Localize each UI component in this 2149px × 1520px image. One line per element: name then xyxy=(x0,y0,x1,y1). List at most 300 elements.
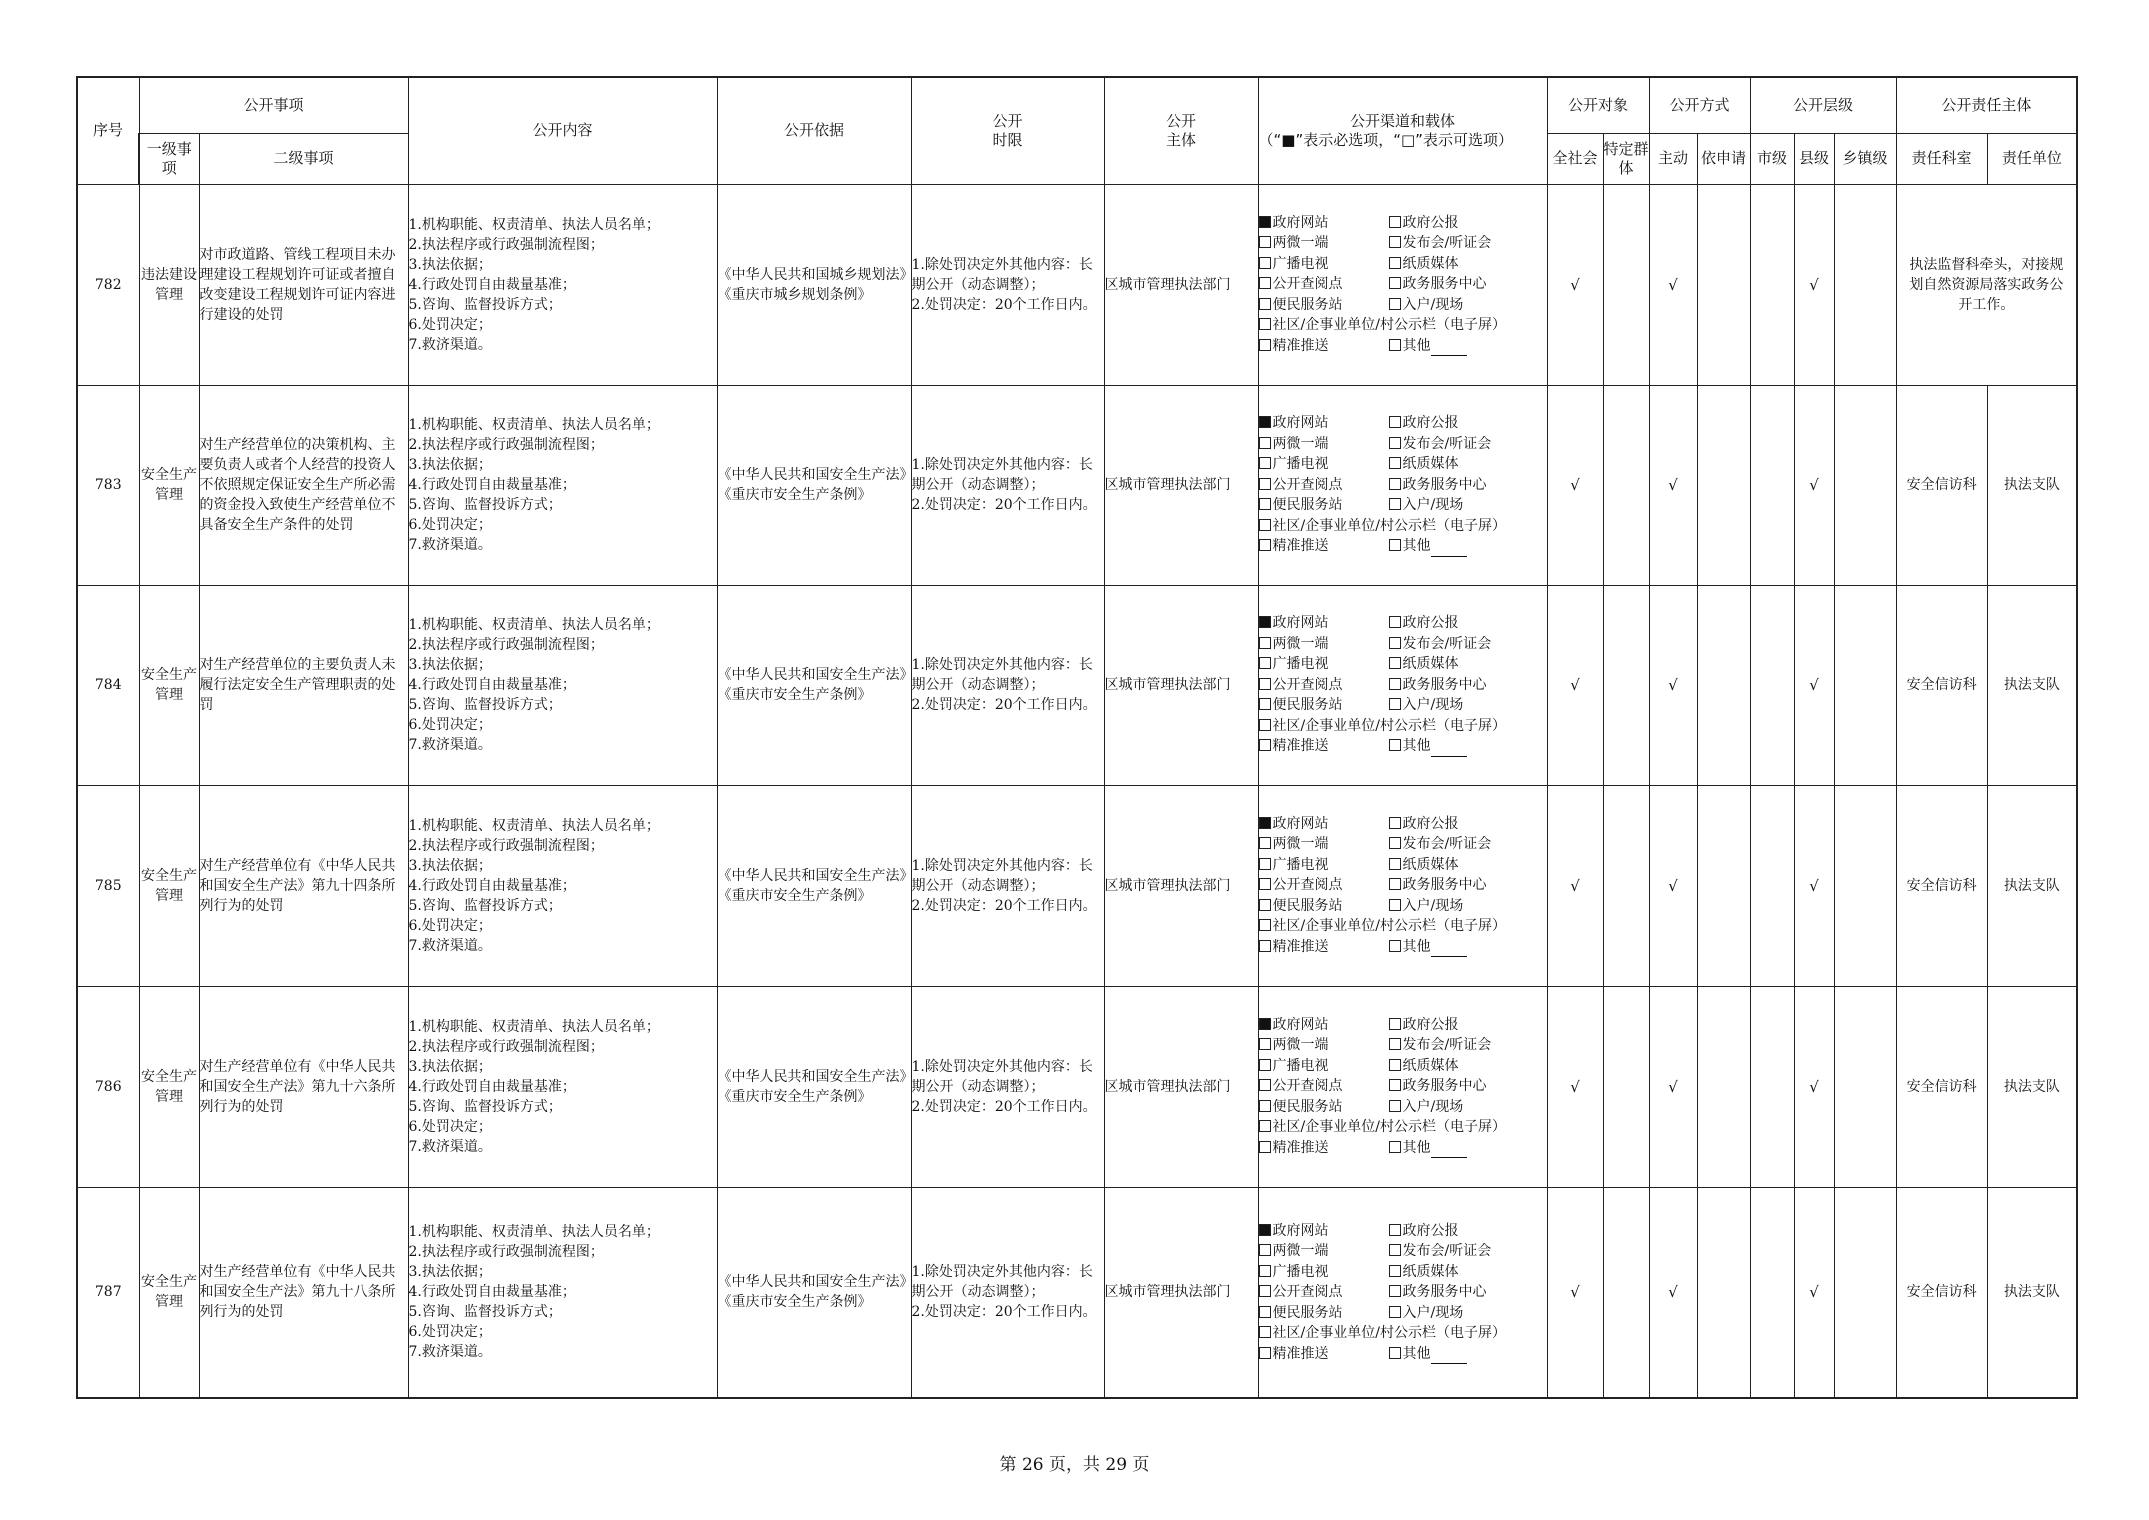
channel-label: 政府公报 xyxy=(1402,815,1459,832)
unchecked-box-icon xyxy=(1259,236,1271,248)
header-channel-note: （“■”表示必选项，“□”表示可选项） xyxy=(1258,130,1513,149)
channel-option xyxy=(1389,1056,1459,1077)
channel-label: 其他 xyxy=(1402,337,1431,354)
blank-underline xyxy=(1431,542,1467,557)
level-city-cell xyxy=(1750,785,1794,986)
channel-label: 便民服务站 xyxy=(1272,1098,1343,1115)
level1-item: 安全生产管理 xyxy=(139,585,199,785)
content-line: 4.行政处罚自由裁量基准； xyxy=(408,1284,576,1301)
channel-option xyxy=(1259,295,1389,316)
header-level1: 一级事项 xyxy=(139,133,199,184)
unchecked-box-icon xyxy=(1259,899,1271,911)
channel-option xyxy=(1389,1282,1487,1303)
unchecked-box-icon xyxy=(1259,1100,1271,1112)
channel-option xyxy=(1389,1262,1459,1283)
unchecked-box-icon xyxy=(1389,216,1401,228)
channel-row xyxy=(1259,516,1547,537)
unchecked-box-icon xyxy=(1259,539,1271,551)
channel-label: 其他 xyxy=(1402,1345,1431,1362)
channel-option xyxy=(1259,736,1389,757)
channel-option xyxy=(1389,475,1487,496)
resp-dept-cell: 安全信访科 xyxy=(1896,585,1987,785)
content-line: 5.咨询、监督投诉方式； xyxy=(408,296,562,313)
unchecked-box-icon xyxy=(1259,858,1271,870)
channel-option xyxy=(1389,654,1459,675)
channel-cell xyxy=(1258,986,1547,1187)
unchecked-box-icon xyxy=(1259,739,1271,751)
channel-row xyxy=(1259,855,1547,876)
unchecked-box-icon xyxy=(1259,1038,1271,1050)
channel-row xyxy=(1259,1262,1547,1283)
row-number: 785 xyxy=(77,785,139,986)
channel-label: 发布会/听证会 xyxy=(1402,435,1492,452)
channel-option xyxy=(1259,315,1506,336)
channel-row xyxy=(1259,634,1547,655)
channel-row xyxy=(1259,413,1547,434)
channel-row xyxy=(1259,274,1547,295)
target-all-tick: √ xyxy=(1547,986,1603,1187)
channel-row xyxy=(1259,1344,1547,1365)
channel-option xyxy=(1389,1241,1492,1262)
header-time-limit-line1: 公开 xyxy=(992,112,1023,130)
channel-label: 社区/企事业单位/村公示栏（电子屏） xyxy=(1272,317,1506,334)
content-line: 6.处罚决定； xyxy=(408,517,492,533)
level-town-cell xyxy=(1834,986,1896,1187)
channel-option xyxy=(1259,896,1389,917)
unchecked-box-icon xyxy=(1389,416,1401,428)
channel-row xyxy=(1259,1323,1547,1344)
content-line: 1.机构职能、权责清单、执法人员名单； xyxy=(408,617,660,633)
checked-box-icon xyxy=(1259,1224,1271,1236)
channel-option xyxy=(1389,875,1487,896)
content-line: 3.执法依据； xyxy=(408,657,492,673)
channel-label: 精准推送 xyxy=(1272,337,1329,354)
unchecked-box-icon xyxy=(1259,437,1271,449)
level-city-cell xyxy=(1750,385,1794,585)
blank-underline xyxy=(1431,942,1467,957)
channel-option xyxy=(1259,1344,1389,1365)
responsibility-merged: 执法监督科牵头，对接规划自然资源局落实政务公开工作。 xyxy=(1896,184,2077,385)
checked-box-icon xyxy=(1259,416,1271,428)
channel-option xyxy=(1389,254,1459,275)
method-apply-cell xyxy=(1697,184,1750,385)
level1-item: 安全生产管理 xyxy=(139,1187,199,1398)
channel-cell xyxy=(1258,1187,1547,1398)
channel-row xyxy=(1259,834,1547,855)
channel-label: 入户/现场 xyxy=(1402,1098,1464,1115)
unchecked-box-icon xyxy=(1259,1244,1271,1256)
channel-row xyxy=(1259,613,1547,634)
channel-option xyxy=(1259,1138,1389,1159)
content-line: 5.咨询、监督投诉方式； xyxy=(408,1098,562,1115)
channel-option xyxy=(1259,413,1389,434)
channel-option xyxy=(1259,274,1389,295)
unchecked-box-icon xyxy=(1389,236,1401,248)
channel-label: 公开查阅点 xyxy=(1272,1078,1343,1095)
header-level: 公开层级 xyxy=(1750,77,1896,133)
method-active-tick: √ xyxy=(1649,1187,1697,1398)
unchecked-box-icon xyxy=(1389,498,1401,510)
method-apply-cell xyxy=(1697,385,1750,585)
channel-row xyxy=(1259,1241,1547,1262)
page-footer: 第 26 页，共 29 页 xyxy=(999,1455,1150,1475)
channel-row xyxy=(1259,675,1547,696)
unchecked-box-icon xyxy=(1259,878,1271,890)
channel-row xyxy=(1259,695,1547,716)
basis-cell: 《中华人民共和国城乡规划法》《重庆市城乡规划条例》 xyxy=(717,184,911,385)
content-line: 7.救济渠道。 xyxy=(408,737,492,753)
unchecked-box-icon xyxy=(1259,837,1271,849)
header-level-city: 市级 xyxy=(1750,133,1794,184)
content-line: 6.处罚决定； xyxy=(408,1118,492,1135)
channel-option xyxy=(1259,434,1389,455)
channel-label: 两微一端 xyxy=(1272,235,1329,252)
level-city-cell xyxy=(1750,585,1794,785)
target-specific-cell xyxy=(1603,385,1649,585)
unchecked-box-icon xyxy=(1259,257,1271,269)
time-limit-cell: 1.除处罚决定外其他内容：长期公开（动态调整）； 2.处罚决定：20个工作日内。 xyxy=(911,1187,1104,1398)
channel-option xyxy=(1259,1303,1389,1324)
channel-label: 便民服务站 xyxy=(1272,1304,1343,1321)
subject-cell: 区城市管理执法部门 xyxy=(1104,785,1258,986)
unchecked-box-icon xyxy=(1389,1306,1401,1318)
level-county-tick: √ xyxy=(1794,1187,1834,1398)
channel-option xyxy=(1389,736,1467,757)
unchecked-box-icon xyxy=(1389,1285,1401,1297)
channel-label: 入户/现场 xyxy=(1402,296,1464,313)
resp-unit-cell: 执法支队 xyxy=(1987,585,2077,785)
channel-label: 便民服务站 xyxy=(1272,497,1343,514)
content-line: 7.救济渠道。 xyxy=(408,537,492,553)
content-line: 7.救济渠道。 xyxy=(408,937,492,954)
time-limit-cell: 1.除处罚决定外其他内容：长期公开（动态调整）； 2.处罚决定：20个工作日内。 xyxy=(911,785,1104,986)
level-town-cell xyxy=(1834,585,1896,785)
channel-row xyxy=(1259,1035,1547,1056)
channel-option xyxy=(1259,1323,1506,1344)
unchecked-box-icon xyxy=(1259,657,1271,669)
channel-option xyxy=(1389,695,1464,716)
unchecked-box-icon xyxy=(1259,1120,1271,1132)
channel-label: 发布会/听证会 xyxy=(1402,235,1492,252)
unchecked-box-icon xyxy=(1389,339,1401,351)
channel-option xyxy=(1389,613,1459,634)
channel-row xyxy=(1259,213,1547,234)
channel-row xyxy=(1259,1303,1547,1324)
channel-option xyxy=(1389,1076,1487,1097)
channel-row xyxy=(1259,896,1547,917)
channel-label: 两微一端 xyxy=(1272,635,1329,652)
unchecked-box-icon xyxy=(1259,498,1271,510)
method-active-tick: √ xyxy=(1649,785,1697,986)
table-row xyxy=(77,785,2077,986)
unchecked-box-icon xyxy=(1259,1059,1271,1071)
header-basis: 公开依据 xyxy=(717,77,911,184)
content-line: 4.行政处罚自由裁量基准； xyxy=(408,276,576,293)
channel-label: 两微一端 xyxy=(1272,1037,1329,1054)
unchecked-box-icon xyxy=(1259,1265,1271,1277)
channel-row xyxy=(1259,536,1547,557)
channel-label: 精准推送 xyxy=(1272,1139,1329,1156)
channel-option xyxy=(1259,695,1389,716)
target-all-tick: √ xyxy=(1547,1187,1603,1398)
level1-item: 安全生产管理 xyxy=(139,385,199,585)
channel-option xyxy=(1259,855,1389,876)
content-line: 4.行政处罚自由裁量基准； xyxy=(408,677,576,693)
channel-option xyxy=(1259,1056,1389,1077)
channel-row xyxy=(1259,1117,1547,1138)
resp-unit-cell: 执法支队 xyxy=(1987,986,2077,1187)
channel-option xyxy=(1389,213,1459,234)
content-line: 7.救济渠道。 xyxy=(408,1344,492,1361)
content-line: 1.机构职能、权责清单、执法人员名单； xyxy=(408,1224,660,1241)
content-line: 2.执法程序或行政强制流程图； xyxy=(408,637,604,653)
target-all-tick: √ xyxy=(1547,785,1603,986)
blank-underline xyxy=(1431,341,1467,356)
target-all-tick: √ xyxy=(1547,385,1603,585)
channel-label: 其他 xyxy=(1402,1139,1431,1156)
content-line: 3.执法依据； xyxy=(408,857,492,874)
channel-row xyxy=(1259,814,1547,835)
channel-option xyxy=(1259,213,1389,234)
content-line: 1.机构职能、权责清单、执法人员名单； xyxy=(408,216,660,233)
channel-option xyxy=(1259,1262,1389,1283)
table-row xyxy=(77,385,2077,585)
target-specific-cell xyxy=(1603,986,1649,1187)
level-town-cell xyxy=(1834,184,1896,385)
channel-option xyxy=(1389,233,1492,254)
channel-label: 纸质媒体 xyxy=(1402,456,1459,473)
channel-label: 政府公报 xyxy=(1402,615,1459,632)
unchecked-box-icon xyxy=(1389,1100,1401,1112)
unchecked-box-icon xyxy=(1389,678,1401,690)
header-content: 公开内容 xyxy=(408,77,717,184)
channel-option xyxy=(1389,1303,1464,1324)
target-specific-cell xyxy=(1603,1187,1649,1398)
content-line: 6.处罚决定； xyxy=(408,316,492,333)
channel-option xyxy=(1389,1097,1464,1118)
method-active-tick: √ xyxy=(1649,385,1697,585)
channel-option xyxy=(1389,434,1492,455)
channel-label: 公开查阅点 xyxy=(1272,1284,1343,1300)
content-cell xyxy=(408,385,717,585)
time-limit-cell: 1.除处罚决定外其他内容：长期公开（动态调整）； 2.处罚决定：20个工作日内。 xyxy=(911,986,1104,1187)
checked-box-icon xyxy=(1259,616,1271,628)
channel-option xyxy=(1389,896,1464,917)
checked-box-icon xyxy=(1259,216,1271,228)
level2-item: 对生产经营单位的主要负责人未履行法定安全生产管理职责的处罚 xyxy=(199,585,408,785)
channel-label: 精准推送 xyxy=(1272,1345,1329,1362)
channel-label: 广播电视 xyxy=(1272,656,1329,673)
header-subject-line1: 公开 xyxy=(1166,112,1197,130)
content-line: 2.执法程序或行政强制流程图； xyxy=(408,437,604,453)
channel-label: 政府公报 xyxy=(1402,214,1459,231)
channel-row xyxy=(1259,475,1547,496)
content-line: 4.行政处罚自由裁量基准； xyxy=(408,877,576,894)
target-all-tick: √ xyxy=(1547,184,1603,385)
channel-label: 便民服务站 xyxy=(1272,897,1343,914)
unchecked-box-icon xyxy=(1389,837,1401,849)
level-county-tick: √ xyxy=(1794,986,1834,1187)
resp-unit-cell: 执法支队 xyxy=(1987,1187,2077,1398)
channel-row xyxy=(1259,875,1547,896)
unchecked-box-icon xyxy=(1389,1265,1401,1277)
table-body xyxy=(77,184,2077,1398)
channel-option xyxy=(1259,254,1389,275)
checked-box-icon xyxy=(1259,817,1271,829)
channel-option xyxy=(1259,675,1389,696)
table-row xyxy=(77,585,2077,785)
channel-label: 政府网站 xyxy=(1272,415,1329,432)
time-limit-cell: 1.除处罚决定外其他内容：长期公开（动态调整）； 2.处罚决定：20个工作日内。 xyxy=(911,385,1104,585)
content-line: 5.咨询、监督投诉方式； xyxy=(408,1304,562,1321)
unchecked-box-icon xyxy=(1259,919,1271,931)
channel-option xyxy=(1259,814,1389,835)
channel-option xyxy=(1259,937,1389,958)
method-active-tick: √ xyxy=(1649,585,1697,785)
channel-label: 政务服务中心 xyxy=(1402,676,1487,693)
channel-label: 政府网站 xyxy=(1272,1222,1329,1239)
channel-label: 社区/企事业单位/村公示栏（电子屏） xyxy=(1272,918,1506,935)
channel-option xyxy=(1389,675,1487,696)
channel-option xyxy=(1259,1076,1389,1097)
channel-row xyxy=(1259,454,1547,475)
header-row-1 xyxy=(77,77,2077,133)
channel-row xyxy=(1259,495,1547,516)
channel-option xyxy=(1389,413,1459,434)
channel-label: 纸质媒体 xyxy=(1402,656,1459,673)
resp-dept-cell: 安全信访科 xyxy=(1896,385,1987,585)
unchecked-box-icon xyxy=(1389,1224,1401,1236)
unchecked-box-icon xyxy=(1259,1079,1271,1091)
header-subject-line2: 主体 xyxy=(1166,130,1197,149)
content-line: 7.救济渠道。 xyxy=(408,336,492,353)
channel-label: 社区/企事业单位/村公示栏（电子屏） xyxy=(1272,517,1506,534)
unchecked-box-icon xyxy=(1259,1141,1271,1153)
content-line: 5.咨询、监督投诉方式； xyxy=(408,697,562,713)
channel-row xyxy=(1259,336,1547,357)
unchecked-box-icon xyxy=(1259,298,1271,310)
header-method-active: 主动 xyxy=(1649,133,1697,184)
level2-item: 对生产经营单位的决策机构、主要负责人或者个人经营的投资人不依照规定保证安全生产所必需的资金投入致使生产经营单位不具备安全生产条件的处罚 xyxy=(199,385,408,585)
unchecked-box-icon xyxy=(1259,678,1271,690)
unchecked-box-icon xyxy=(1389,257,1401,269)
unchecked-box-icon xyxy=(1259,519,1271,531)
channel-label: 政府网站 xyxy=(1272,1016,1329,1033)
channel-label: 两微一端 xyxy=(1272,435,1329,452)
unchecked-box-icon xyxy=(1259,1326,1271,1338)
header-channel-title: 公开渠道和载体 xyxy=(1350,112,1456,130)
content-line: 3.执法依据； xyxy=(408,457,492,473)
content-line: 1.机构职能、权责清单、执法人员名单； xyxy=(408,1018,660,1035)
channel-row xyxy=(1259,315,1547,336)
level1-item: 安全生产管理 xyxy=(139,986,199,1187)
channel-label: 社区/企事业单位/村公示栏（电子屏） xyxy=(1272,717,1506,734)
content-line: 3.执法依据； xyxy=(408,1058,492,1075)
channel-cell xyxy=(1258,585,1547,785)
target-specific-cell xyxy=(1603,184,1649,385)
channel-option xyxy=(1259,336,1389,357)
channel-row xyxy=(1259,1221,1547,1242)
method-active-tick: √ xyxy=(1649,986,1697,1187)
channel-label: 政务服务中心 xyxy=(1402,877,1487,894)
channel-label: 入户/现场 xyxy=(1402,697,1464,714)
content-line: 2.执法程序或行政强制流程图； xyxy=(408,837,604,854)
channel-row xyxy=(1259,295,1547,316)
basis-cell: 《中华人民共和国安全生产法》《重庆市安全生产条例》 xyxy=(717,785,911,986)
channel-option xyxy=(1389,274,1487,295)
channel-label: 政务服务中心 xyxy=(1402,1078,1487,1095)
method-active-tick: √ xyxy=(1649,184,1697,385)
header-target-specific: 特定群体 xyxy=(1603,133,1649,184)
content-line: 6.处罚决定； xyxy=(408,1324,492,1341)
disclosure-table xyxy=(76,76,2078,1399)
channel-label: 政府公报 xyxy=(1402,1222,1459,1239)
channel-label: 政府网站 xyxy=(1272,815,1329,832)
checked-box-icon xyxy=(1259,1018,1271,1030)
unchecked-box-icon xyxy=(1389,277,1401,289)
channel-label: 政府网站 xyxy=(1272,214,1329,231)
channel-label: 公开查阅点 xyxy=(1272,476,1343,493)
level-town-cell xyxy=(1834,785,1896,986)
unchecked-box-icon xyxy=(1259,478,1271,490)
channel-option xyxy=(1259,716,1506,737)
channel-option xyxy=(1259,654,1389,675)
unchecked-box-icon xyxy=(1389,1038,1401,1050)
channel-label: 其他 xyxy=(1402,938,1431,955)
unchecked-box-icon xyxy=(1389,1244,1401,1256)
channel-label: 广播电视 xyxy=(1272,856,1329,873)
unchecked-box-icon xyxy=(1259,318,1271,330)
header-level-county: 县级 xyxy=(1794,133,1834,184)
channel-row xyxy=(1259,1282,1547,1303)
target-specific-cell xyxy=(1603,785,1649,986)
basis-cell: 《中华人民共和国安全生产法》《重庆市安全生产条例》 xyxy=(717,385,911,585)
channel-label: 社区/企事业单位/村公示栏（电子屏） xyxy=(1272,1119,1506,1136)
content-line: 6.处罚决定； xyxy=(408,717,492,733)
content-cell xyxy=(408,585,717,785)
header-public-items: 公开事项 xyxy=(139,77,408,133)
unchecked-box-icon xyxy=(1389,539,1401,551)
unchecked-box-icon xyxy=(1389,637,1401,649)
unchecked-box-icon xyxy=(1389,1079,1401,1091)
channel-label: 纸质媒体 xyxy=(1402,255,1459,272)
method-apply-cell xyxy=(1697,986,1750,1187)
unchecked-box-icon xyxy=(1389,858,1401,870)
level2-item: 对市政道路、管线工程项目未办理建设工程规划许可证或者擅自改变建设工程规划许可证内容进行建设的处罚 xyxy=(199,184,408,385)
channel-row xyxy=(1259,654,1547,675)
channel-option xyxy=(1389,1035,1492,1056)
channel-option xyxy=(1259,1282,1389,1303)
unchecked-box-icon xyxy=(1259,1306,1271,1318)
channel-label: 纸质媒体 xyxy=(1402,1263,1459,1280)
channel-option xyxy=(1259,495,1389,516)
channel-label: 发布会/听证会 xyxy=(1402,1037,1492,1054)
target-specific-cell xyxy=(1603,585,1649,785)
channel-label: 精准推送 xyxy=(1272,538,1329,555)
level-town-cell xyxy=(1834,385,1896,585)
channel-label: 政务服务中心 xyxy=(1402,1284,1487,1300)
channel-option xyxy=(1259,1221,1389,1242)
unchecked-box-icon xyxy=(1389,698,1401,710)
resp-unit-cell: 执法支队 xyxy=(1987,785,2077,986)
channel-label: 公开查阅点 xyxy=(1272,276,1343,293)
channel-label: 其他 xyxy=(1402,538,1431,555)
content-line: 5.咨询、监督投诉方式； xyxy=(408,497,562,513)
unchecked-box-icon xyxy=(1259,637,1271,649)
channel-option xyxy=(1389,295,1464,316)
blank-underline xyxy=(1431,1349,1467,1364)
subject-cell: 区城市管理执法部门 xyxy=(1104,585,1258,785)
